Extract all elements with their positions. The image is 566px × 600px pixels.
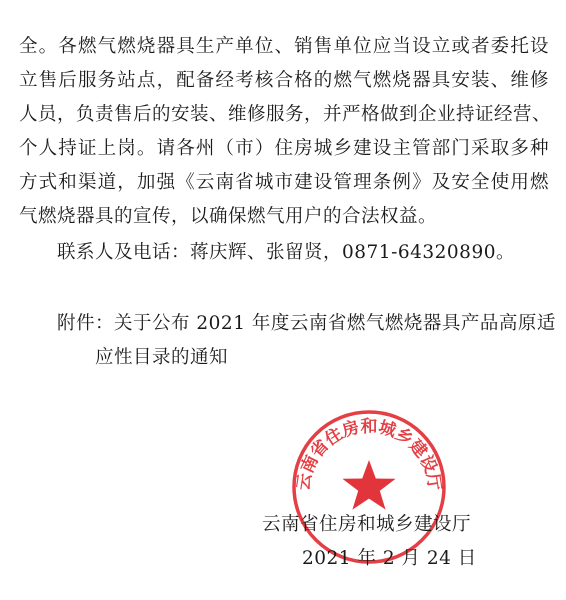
body-line-4: 个人持证上岗。请各州（市）住房城乡建设主管部门采取多种	[19, 138, 549, 159]
body-line-1: 全。各燃气燃烧器具生产单位、销售单位应当设立或者委托设	[19, 36, 549, 57]
signature-org: 云南省住房和城乡建设厅	[262, 514, 472, 535]
contact-line: 联系人及电话：蒋庆辉、张留贤，0871-64320890。	[57, 242, 515, 263]
attachment-line-1: 附件：关于公布 2021 年度云南省燃气燃烧器具产品高原适	[57, 313, 556, 334]
official-seal	[290, 408, 448, 566]
attachment-line-2: 应性目录的通知	[95, 347, 229, 368]
seal-text: 云南省住房和城乡建设厅	[293, 416, 445, 492]
body-line-3: 人员，负责售后的安装、维修服务，并严格做到企业持证经营、	[19, 104, 552, 125]
body-line-2: 立售后服务站点，配备经考核合格的燃气燃烧器具安装、维修	[19, 70, 549, 91]
body-line-6: 气燃烧器具的宣传，以确保燃气用户的合法权益。	[19, 206, 438, 227]
signature-date: 2021 年 2 月 24 日	[302, 548, 477, 569]
body-line-5: 方式和渠道，加强《云南省城市建设管理条例》及安全使用燃	[19, 172, 549, 193]
seal-star-icon	[342, 460, 395, 510]
